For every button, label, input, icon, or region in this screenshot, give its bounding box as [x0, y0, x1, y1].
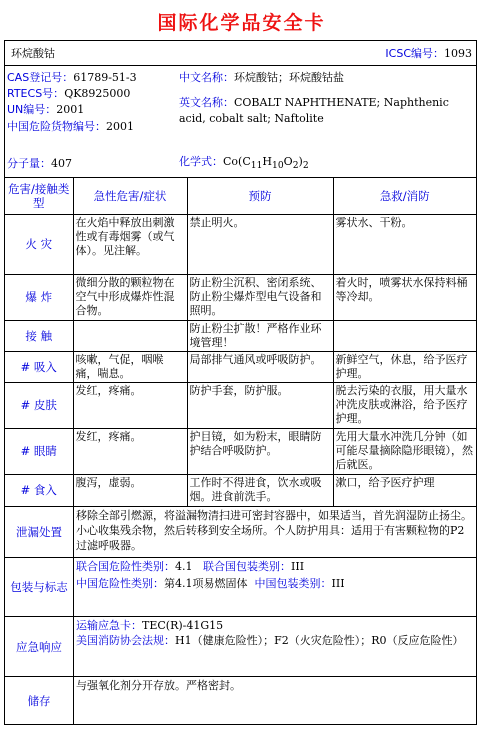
- table-row: [5, 274, 476, 320]
- chinese-name: 中文名称：环烷酸钴；环烷酸钴盐: [179, 71, 344, 84]
- row-firstaid: 雾状水、干粉。: [333, 214, 476, 274]
- row-category: 爆 炸: [5, 274, 73, 320]
- emergency-label: 应急响应: [5, 617, 74, 676]
- row-category: 火 灾: [5, 214, 73, 274]
- row-category: # 食入: [5, 474, 73, 506]
- row-firstaid: 脱去污染的衣服，用大量水冲洗皮肤或淋浴，给予医疗护理。: [333, 382, 476, 428]
- row-symptoms: 发红，疼痛。: [73, 382, 187, 428]
- row-firstaid: 新鲜空气，休息，给予医疗护理。: [333, 351, 476, 382]
- safety-card: [4, 40, 477, 725]
- cn-dangerous-goods-number: 中国危险货物编号：2001: [7, 120, 134, 133]
- table-row: [5, 351, 476, 382]
- chemical-name: 环烷酸钴: [11, 47, 55, 60]
- table-row: [5, 382, 476, 428]
- row-symptoms: 在火焰中释放出刺激性或有毒烟雾（或气体）。见注解。: [73, 214, 187, 274]
- storage-section: [5, 676, 476, 724]
- table-row: [5, 320, 476, 351]
- cn-classification: 中国危险性类别：第4.1项易燃固体 中国包装类别：III: [76, 577, 345, 590]
- molecular-weight: 分子量：407: [7, 157, 72, 170]
- row-prevention: 局部排气通风或呼吸防护。: [187, 351, 333, 382]
- table-row: [5, 474, 476, 506]
- card-header: [5, 41, 476, 66]
- row-symptoms: [73, 320, 187, 351]
- card-title: 国际化学品安全卡: [157, 12, 326, 34]
- row-symptoms: 发红，疼痛。: [73, 428, 187, 474]
- row-firstaid: 先用大量水冲洗几分钟（如可能尽量摘除隐形眼镜），然后就医。: [333, 428, 476, 474]
- storage-text: 与强氧化剂分开存放。严格密封。: [76, 679, 241, 692]
- row-prevention: 防止粉尘扩散！严格作业环境管理！: [187, 320, 333, 351]
- row-prevention: 防护手套，防护服。: [187, 382, 333, 428]
- packaging-section: [5, 557, 476, 616]
- chemical-formula: 化学式：$Co(C_{11}H_{10}O_2)_2$: [179, 155, 309, 172]
- row-prevention: 禁止明火。: [187, 214, 333, 274]
- un-classification: 联合国危险性类别：4.1 联合国包装类别：III: [76, 560, 305, 573]
- table-row: [5, 214, 476, 274]
- english-name-cont: acid, cobalt salt; Naftolite: [179, 112, 324, 125]
- spill-text: 移除全部引燃源，将溢漏物清扫进可密封容器中，如果适当，首先润湿防止扬尘。小心收集残余物，然后转移到安全场所。个人防护用具：适用于有害颗粒物的P2过滤呼吸器。: [76, 509, 472, 552]
- table-row: [5, 428, 476, 474]
- icsc-number: ICSC编号：1093: [385, 47, 472, 60]
- row-category: # 眼睛: [5, 428, 73, 474]
- row-prevention: 防止粉尘沉积、密闭系统、防止粉尘爆炸型电气设备和照明。: [187, 274, 333, 320]
- row-symptoms: 微细分散的颗粒物在空气中形成爆炸性混合物。: [73, 274, 187, 320]
- emergency-section: [5, 616, 476, 676]
- hazard-table-wrap: [5, 178, 476, 507]
- storage-label: 储存: [5, 677, 74, 724]
- row-prevention: 工作时不得进食，饮水或吸烟。进食前洗手。: [187, 474, 333, 506]
- spill-label: 泄漏处置: [5, 507, 74, 557]
- emergency-text: [74, 618, 474, 648]
- packaging-label: 包装与标志: [5, 558, 74, 616]
- row-category: # 吸入: [5, 351, 73, 382]
- english-name: 英文名称：COBALT NAPHTHENATE; Naphthenic: [179, 96, 449, 109]
- hazard-table: [5, 178, 476, 507]
- col-header-prevention: 预防: [187, 178, 333, 214]
- packaging-text: [74, 559, 474, 591]
- un-number: UN编号：2001: [7, 103, 85, 116]
- row-symptoms: 咳嗽，气促，咽喉痛，喘息。: [73, 351, 187, 382]
- row-firstaid: 着火时，喷雾状水保持料桶等冷却。: [333, 274, 476, 320]
- row-symptoms: 腹泻，虚弱。: [73, 474, 187, 506]
- nfpa-code: 美国消防协会法规：H1（健康危险性）；F2（火灾危险性）；R0（反应危险性）: [76, 634, 464, 647]
- spill-section: [5, 506, 476, 557]
- cas-number: CAS登记号：61789-51-3: [7, 71, 137, 84]
- row-category: 接 触: [5, 320, 73, 351]
- col-header-type: 危害/接触类型: [5, 178, 73, 214]
- identifier-section: [5, 66, 476, 178]
- row-firstaid: [333, 320, 476, 351]
- hazard-table-header: [5, 178, 476, 214]
- col-header-symptoms: 急性危害/症状: [73, 178, 187, 214]
- row-prevention: 护目镜，如为粉末，眼睛防护结合呼吸防护。: [187, 428, 333, 474]
- row-firstaid: 漱口，给予医疗护理: [333, 474, 476, 506]
- rtecs-number: RTECS号：QK8925000: [7, 87, 131, 100]
- row-category: # 皮肤: [5, 382, 73, 428]
- col-header-firstaid: 急救/消防: [333, 178, 476, 214]
- transport-card: 运输应急卡：TEC(R)-41G15: [76, 619, 224, 632]
